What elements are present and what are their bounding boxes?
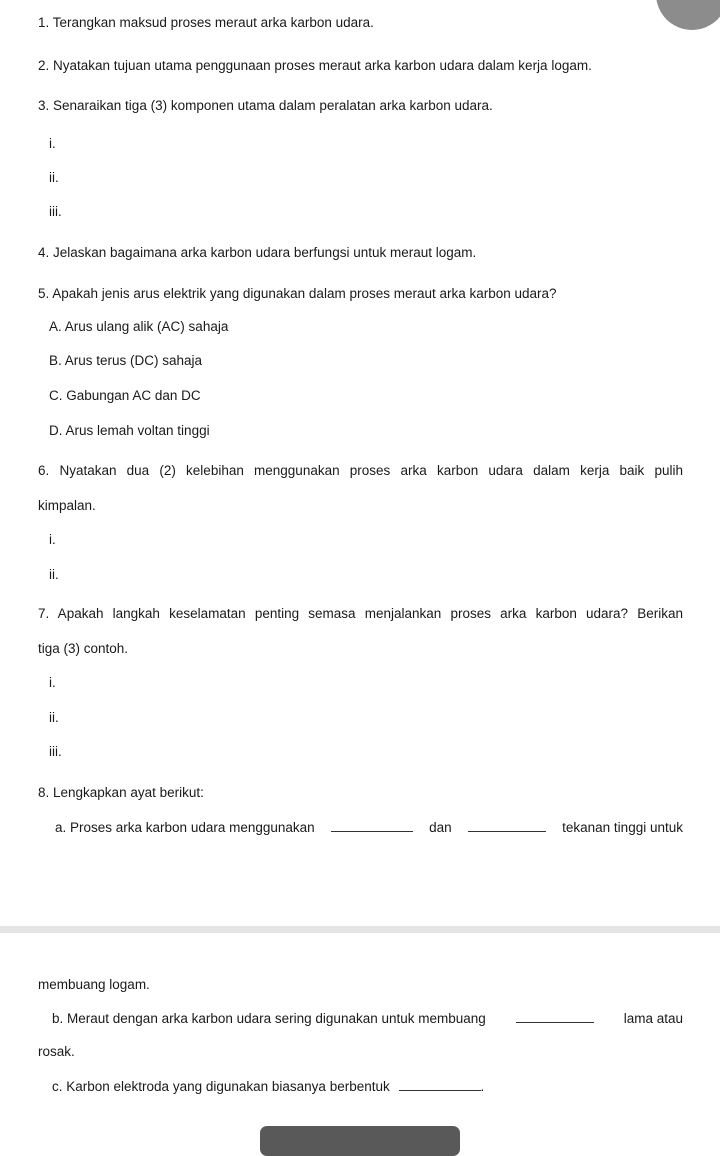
q8b-text-after: lama atau <box>623 1011 683 1026</box>
question-3: 3. Senaraikan tiga (3) komponen utama dalam peralatan arka karbon udara. <box>38 98 493 113</box>
q8b-continuation: rosak. <box>38 1044 75 1059</box>
q5-option-a: A. Arus ulang alik (AC) sahaja <box>49 319 229 334</box>
question-7-line-1: 7. Apakah langkah keselamatan penting semasa menjalankan proses arka karbon udara? Berikan <box>38 606 683 621</box>
q8a-text-before: a. Proses arka karbon udara menggunakan <box>55 820 315 835</box>
question-7-line-2: tiga (3) contoh. <box>38 641 129 656</box>
question-6-line-1: 6. Nyatakan dua (2) kelebihan menggunakan proses arka karbon udara dalam kerja baik pulih <box>38 463 683 478</box>
q3-item-1: i. <box>49 136 56 151</box>
q8a-blank-2[interactable] <box>468 819 546 832</box>
question-5: 5. Apakah jenis arus elektrik yang digunakan dalam proses meraut arka karbon udara? <box>38 286 557 301</box>
q8c-line <box>52 1078 484 1096</box>
q5-option-c: C. Gabungan AC dan DC <box>49 388 201 403</box>
q8b-text-before: b. Meraut dengan arka karbon udara sering digunakan untuk membuang <box>52 1011 486 1026</box>
q8b-line <box>52 1010 683 1028</box>
q8c-text-before: c. Karbon elektroda yang digunakan biasanya berbentuk <box>52 1079 390 1094</box>
q6-item-2: ii. <box>49 567 59 582</box>
q8a-line <box>55 819 683 837</box>
q5-option-b: B. Arus terus (DC) sahaja <box>49 353 203 368</box>
floating-circle-button[interactable] <box>656 0 720 30</box>
q8a-text-mid: dan <box>429 820 452 835</box>
question-8: 8. Lengkapkan ayat berikut: <box>38 785 204 800</box>
q8c-blank[interactable] <box>399 1078 481 1091</box>
bottom-action-button[interactable] <box>260 1126 460 1156</box>
q8a-blank-1[interactable] <box>331 819 413 832</box>
question-1: 1. Terangkan maksud proses meraut arka karbon udara. <box>38 15 374 30</box>
q3-item-3: iii. <box>49 204 62 219</box>
q6-item-1: i. <box>49 532 56 547</box>
q8b-blank[interactable] <box>516 1010 594 1023</box>
question-6-line-2: kimpalan. <box>38 498 96 513</box>
q7-item-1: i. <box>49 675 56 690</box>
q8c-text-after: . <box>480 1079 485 1094</box>
page-separator <box>0 926 720 933</box>
q8a-continuation: membuang logam. <box>38 977 150 992</box>
question-2: 2. Nyatakan tujuan utama penggunaan proses meraut arka karbon udara dalam kerja logam. <box>38 58 592 73</box>
q8a-text-after: tekanan tinggi untuk <box>562 820 683 835</box>
q5-option-d: D. Arus lemah voltan tinggi <box>49 423 210 438</box>
q3-item-2: ii. <box>49 170 59 185</box>
question-4: 4. Jelaskan bagaimana arka karbon udara berfungsi untuk meraut logam. <box>38 245 477 260</box>
q7-item-2: ii. <box>49 710 59 725</box>
q7-item-3: iii. <box>49 744 62 759</box>
